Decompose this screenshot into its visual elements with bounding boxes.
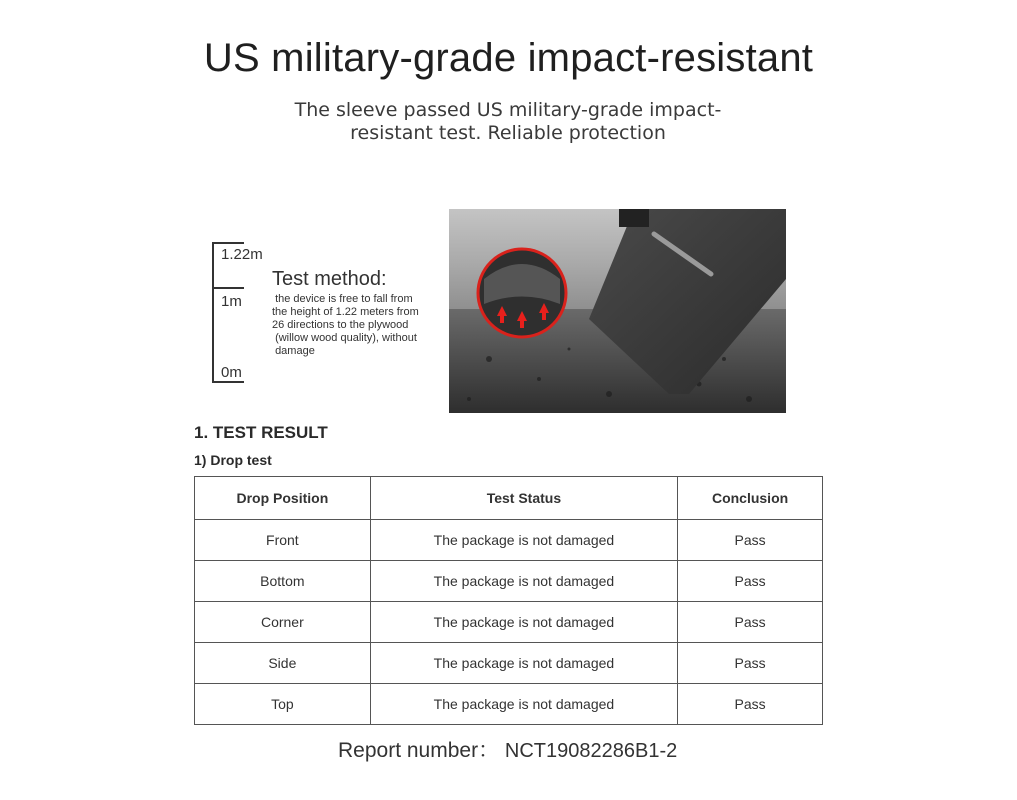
test-status-cell: The package is not damaged — [370, 520, 677, 561]
drop-test-illustration — [449, 209, 786, 413]
drop-position-cell: Top — [195, 684, 371, 725]
test-result-heading: 1. TEST RESULT — [194, 423, 328, 442]
drop-position-cell: Front — [195, 520, 371, 561]
table-row — [195, 602, 823, 643]
table-row — [195, 643, 823, 684]
table-header-row — [195, 477, 823, 520]
detail-zoom-circle — [478, 249, 566, 337]
table-row — [195, 561, 823, 602]
scale-tick-top — [212, 242, 244, 244]
scale-tick-mid — [212, 287, 244, 289]
conclusion-cell: Pass — [678, 561, 823, 602]
test-method-description: the device is free to fall from the height of 1.22 meters from 26 directions to the plywood (willow wood quality), without damage — [272, 293, 419, 357]
drop-test-heading: 1) Drop test — [194, 452, 272, 468]
conclusion-cell: Pass — [678, 602, 823, 643]
drop-test-photo — [449, 209, 786, 413]
test-status-cell: The package is not damaged — [370, 643, 677, 684]
test-status-cell: The package is not damaged — [370, 561, 677, 602]
drop-position-cell: Side — [195, 643, 371, 684]
conclusion-cell: Pass — [678, 520, 823, 561]
test-status-cell: The package is not damaged — [370, 602, 677, 643]
page-title: US military-grade impact-resistant — [203, 36, 814, 80]
report-number-value: NCT19082286B1-2 — [504, 740, 678, 762]
report-number-label: Report number： — [338, 739, 500, 762]
table-row — [195, 684, 823, 725]
column-header-conclusion: Conclusion — [678, 477, 823, 520]
drop-test-table — [194, 476, 823, 725]
table-row — [195, 520, 823, 561]
drop-position-cell: Corner — [195, 602, 371, 643]
conclusion-cell: Pass — [678, 643, 823, 684]
column-header-drop-position: Drop Position — [195, 477, 371, 520]
page-subtitle: The sleeve passed US military-grade impact-resistant test. Reliable protection — [294, 99, 722, 144]
scale-label-bottom: 0m — [221, 364, 242, 381]
scale-label-mid: 1m — [221, 293, 242, 310]
conclusion-cell: Pass — [678, 684, 823, 725]
column-header-test-status: Test Status — [370, 477, 677, 520]
scale-tick-bottom — [212, 381, 244, 383]
report-number-line — [338, 734, 677, 764]
scale-line — [212, 242, 214, 382]
test-status-cell: The package is not damaged — [370, 684, 677, 725]
test-method-title: Test method: — [272, 268, 387, 290]
drop-position-cell: Bottom — [195, 561, 371, 602]
scale-label-top: 1.22m — [221, 246, 263, 263]
